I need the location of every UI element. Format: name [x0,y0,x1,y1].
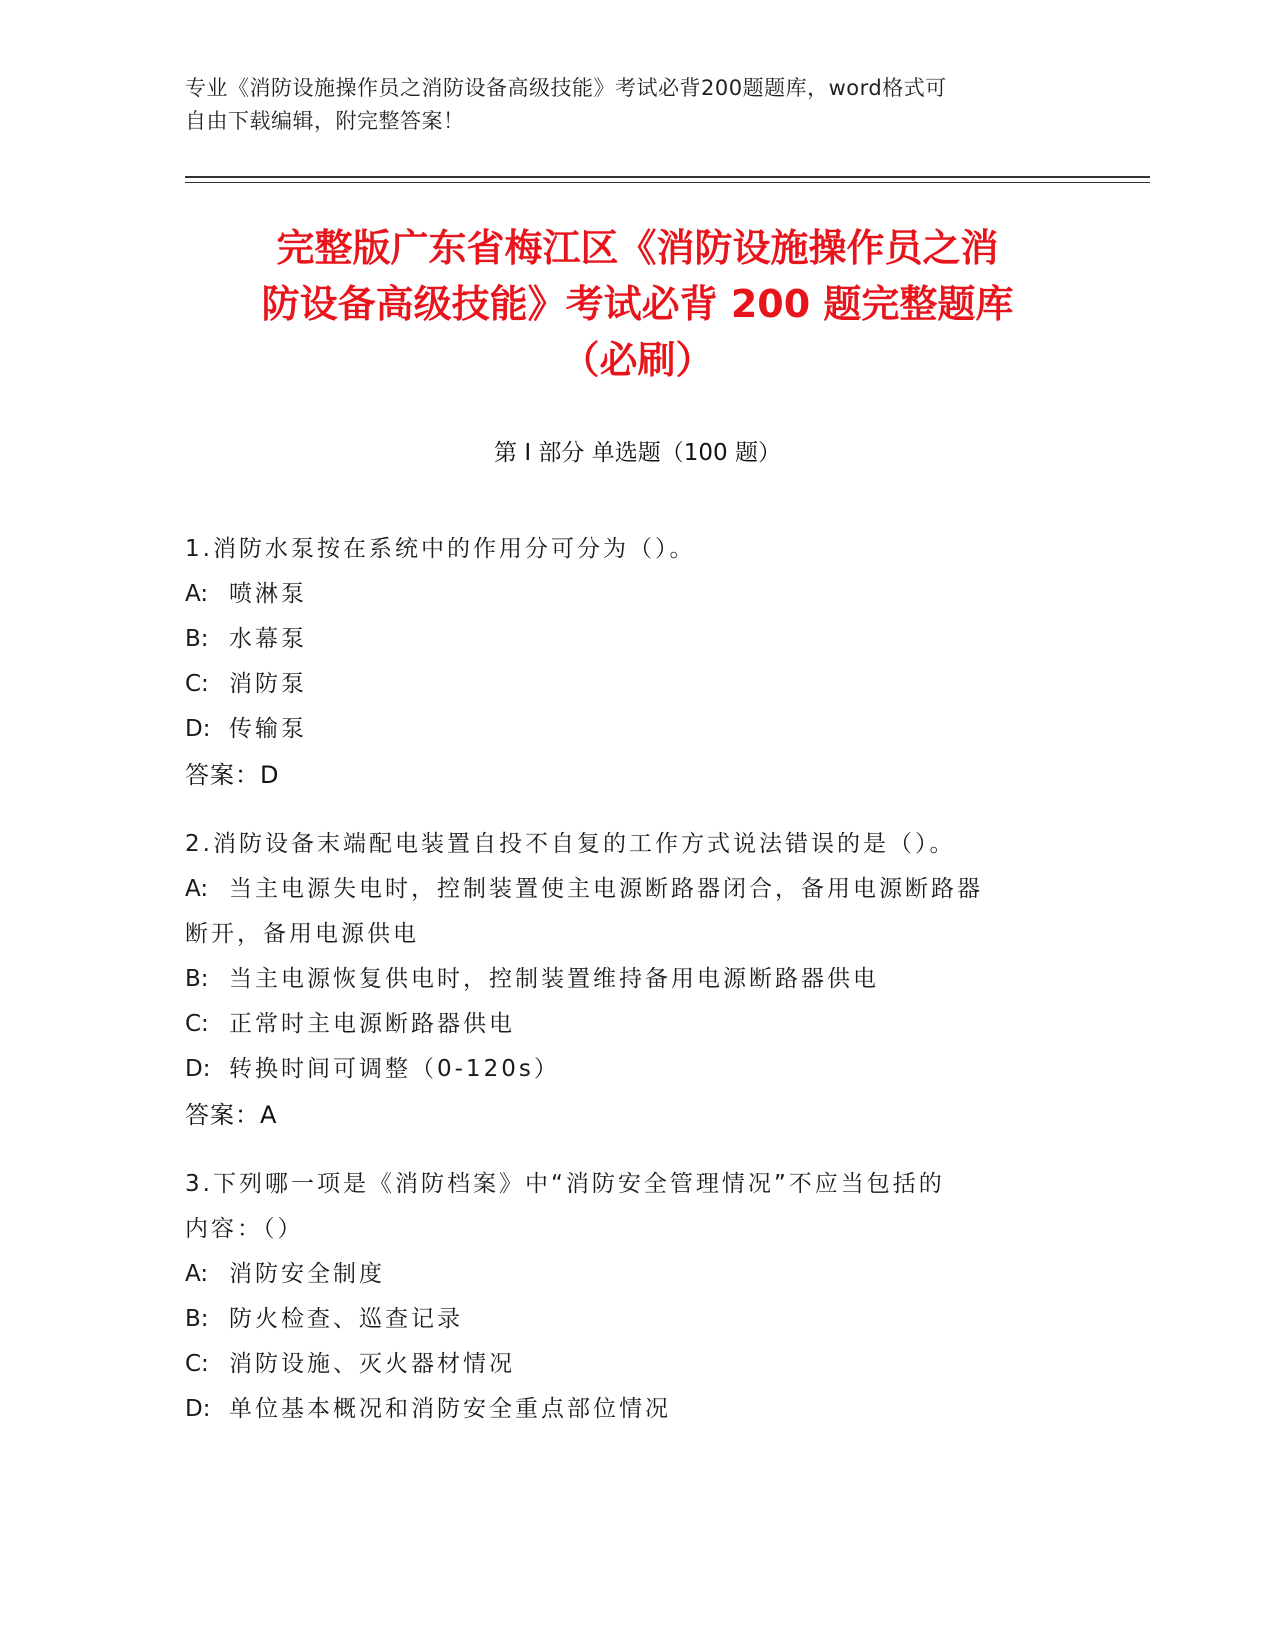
option-text: 防火检查、巡查记录 [229,1306,463,1332]
option-b [185,957,1085,1002]
option-d [185,707,1085,752]
title-line-2: 防设备高级技能》考试必背 200 题完整题库 [261,282,1014,326]
option-b [185,1297,1085,1342]
option-c [185,1342,1085,1387]
option-letter: A: [185,876,209,902]
option-text: 正常时主电源断路器供电 [229,1011,515,1037]
option-text: 消防泵 [229,671,307,697]
document-title [150,220,1125,388]
option-letter: D: [185,1396,211,1422]
option-d [185,1387,1085,1432]
option-text: 喷淋泵 [229,581,307,607]
option-a [185,1252,1085,1297]
option-text: 消防安全制度 [229,1261,385,1287]
header-divider-thick [185,176,1150,178]
header-note-line-1: 专业《消防设施操作员之消防设备高级技能》考试必背200题题库，word格式可 [185,76,947,100]
option-text: 消防设施、灭火器材情况 [229,1351,515,1377]
option-a [185,572,1085,617]
option-letter: B: [185,626,209,652]
option-letter: B: [185,1306,209,1332]
question-stem: 1.消防水泵按在系统中的作用分可分为（）。 [185,536,696,562]
option-text: 传输泵 [229,716,307,742]
section-heading: 第 I 部分 单选题（100 题） [494,440,781,466]
option-d [185,1047,1085,1092]
option-text: 当主电源恢复供电时，控制装置维持备用电源断路器供电 [229,966,879,992]
option-c [185,662,1085,707]
option-text: 单位基本概况和消防安全重点部位情况 [229,1396,671,1422]
header-divider-thin [185,182,1150,183]
option-text: 转换时间可调整（0-120s） [229,1056,560,1082]
option-letter: C: [185,671,209,697]
question-stem: 3.下列哪一项是《消防档案》中“消防安全管理情况”不应当包括的 [185,1171,945,1197]
answer: 答案：A [185,1101,278,1129]
option-text: 水幕泵 [229,626,307,652]
header-note [185,72,1085,138]
header-note-line-2: 自由下载编辑，附完整答案！ [185,109,465,133]
option-letter: B: [185,966,209,992]
option-c [185,1002,1085,1047]
question-list [185,527,1085,1456]
question-1 [185,527,1085,798]
question-3 [185,1162,1085,1432]
option-a [185,867,1085,912]
title-line-3: （必刷） [561,338,714,382]
answer: 答案：D [185,761,280,789]
option-b [185,617,1085,662]
option-a-continuation: 断开，备用电源供电 [185,921,419,947]
option-letter: D: [185,716,211,742]
option-letter: A: [185,581,209,607]
option-letter: C: [185,1351,209,1377]
option-letter: A: [185,1261,209,1287]
question-2 [185,822,1085,1138]
question-stem-continuation: 内容：（） [185,1216,304,1242]
question-stem: 2.消防设备末端配电装置自投不自复的工作方式说法错误的是（）。 [185,831,956,857]
option-letter: D: [185,1056,211,1082]
option-text: 当主电源失电时，控制装置使主电源断路器闭合，备用电源断路器 [229,876,983,902]
title-line-1: 完整版广东省梅江区《消防设施操作员之消 [276,226,999,270]
option-letter: C: [185,1011,209,1037]
